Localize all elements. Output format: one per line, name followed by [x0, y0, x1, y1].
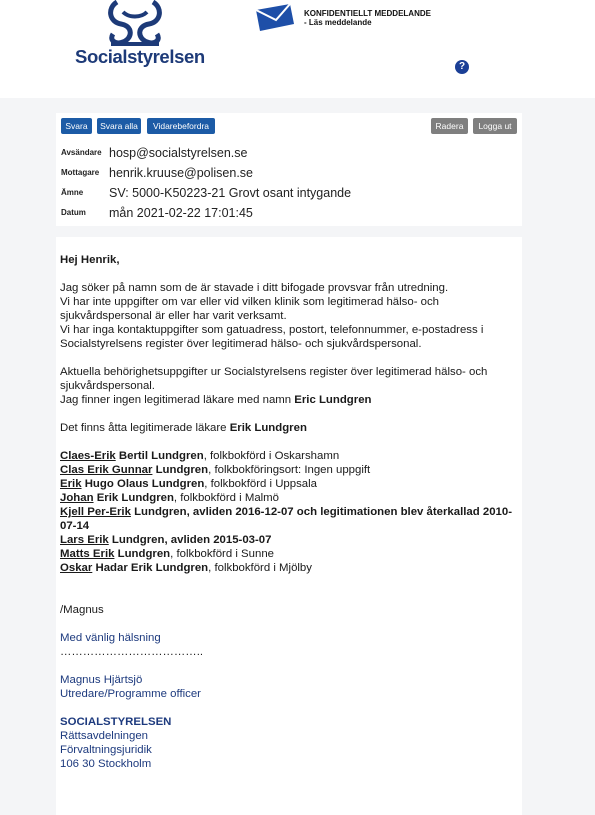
help-icon[interactable]: ?: [455, 60, 469, 74]
paragraph-line: Vi har inte uppgifter om var eller vid vilken klinik som legitimerad hälso- och sjukvårdspersonal är eller har varit verksamt.: [60, 296, 440, 322]
doctor-underlined-name: Matts Erik: [60, 548, 115, 560]
from-value: hosp@socialstyrelsen.se: [109, 146, 248, 160]
doctor-underlined-name: Erik: [60, 478, 82, 490]
paragraph-line: Jag söker på namn som de är stavade i ditt bifogade provsvar från utredning.: [60, 282, 449, 294]
doctor-detail: , folkbokförd i Oskarshamn: [203, 450, 340, 462]
doctor-entry: [60, 547, 520, 561]
doctor-bold-name: Bertil Lundgren: [115, 450, 204, 462]
dotted-separator: ………………………………..: [60, 646, 204, 658]
socialstyrelsen-logo: [75, 0, 205, 75]
message-body: [60, 253, 520, 771]
regards: Med vänlig hälsning: [60, 632, 161, 644]
doctor-underlined-name: Lars Erik: [60, 534, 109, 546]
doctor-entry: [60, 449, 520, 463]
confidential-subtitle: - Läs meddelande: [304, 18, 372, 27]
doctor-bold-name: Erik Lundgren: [93, 492, 174, 504]
count-name: Erik Lundgren: [229, 422, 307, 434]
department: Rättsavdelningen: [60, 730, 149, 742]
subject-value: SV: 5000-K50223-21 Grovt osant intygande: [109, 186, 352, 200]
doctor-list: [60, 449, 520, 575]
count-line: [60, 421, 520, 435]
envelope-icon: [254, 4, 296, 32]
sub-department: Förvaltningsjuridik: [60, 744, 152, 756]
confidential-label: [304, 9, 431, 27]
logout-button[interactable]: Logga ut: [473, 118, 517, 134]
doctor-bold-name: Lundgren: [114, 548, 171, 560]
paragraph-line: Aktuella behörighetsuppgifter ur Socialstyrelsens register över legitimerad hälso- och sjukvårdspersonal.: [60, 366, 488, 392]
doctor-entry: [60, 505, 520, 533]
doctor-entry: [60, 533, 520, 547]
sender-name: Magnus Hjärtsjö: [60, 674, 143, 686]
doctor-underlined-name: Kjell Per-Erik: [60, 506, 131, 518]
postal-address: 106 30 Stockholm: [60, 758, 152, 770]
message-header-panel: [56, 113, 522, 226]
doctor-detail: , folkbokförd i Sunne: [170, 548, 274, 560]
not-found-text: Jag finner ingen legitimerad läkare med namn: [60, 394, 295, 406]
date-label: Datum: [61, 208, 86, 217]
doctor-bold-name: Lundgren, avliden 2015-03-07: [108, 534, 272, 546]
logo-emblem-icon: [103, 0, 167, 48]
doctor-detail: , folkbokförd i Mjölby: [208, 562, 312, 574]
top-header: [0, 0, 595, 98]
reply-button[interactable]: Svara: [61, 118, 92, 134]
paragraph-line: Vi har inga kontaktuppgifter som gatuadress, postort, telefonnummer, e-postadress i Socialstyrelsens register över legitimerad hälso- och sjukvårdspersonal.: [60, 324, 484, 350]
forward-button[interactable]: Vidarebefordra: [147, 118, 215, 134]
doctor-detail: , folkbokförd i Uppsala: [204, 478, 317, 490]
doctor-bold-name: Lundgren, avliden 2016-12-07 och legitimationen blev återkallad 2010-07-14: [60, 506, 513, 532]
subject-label: Ämne: [61, 188, 84, 197]
delete-button[interactable]: Radera: [431, 118, 468, 134]
doctor-entry: [60, 463, 520, 477]
doctor-underlined-name: Oskar: [60, 562, 93, 574]
doctor-entry: [60, 561, 520, 575]
from-label: Avsändare: [61, 148, 102, 157]
doctor-underlined-name: Clas Erik Gunnar: [60, 464, 153, 476]
doctor-bold-name: Hugo Olaus Lundgren: [81, 478, 205, 490]
doctor-entry: [60, 491, 520, 505]
message-body-panel: [56, 237, 522, 815]
count-text: Det finns åtta legitimerade läkare: [60, 422, 230, 434]
date-value: mån 2021-02-22 17:01:45: [109, 206, 253, 220]
logo-text: Socialstyrelsen: [75, 46, 205, 67]
sender-title: Utredare/Programme officer: [60, 688, 201, 700]
doctor-detail: , folkbokföringsort: Ingen uppgift: [208, 464, 371, 476]
reply-all-button[interactable]: Svara alla: [97, 118, 141, 134]
doctor-detail: , folkbokförd i Malmö: [173, 492, 280, 504]
doctor-underlined-name: Johan: [60, 492, 94, 504]
not-found-name: Eric Lundgren: [294, 394, 372, 406]
doctor-bold-name: Lundgren: [152, 464, 209, 476]
confidential-title: KONFIDENTIELLT MEDDELANDE: [304, 9, 431, 18]
doctor-entry: [60, 477, 520, 491]
not-found-line: [60, 393, 520, 407]
doctor-bold-name: Hadar Erik Lundgren: [92, 562, 209, 574]
greeting: Hej Henrik,: [60, 254, 120, 266]
to-label: Mottagare: [61, 168, 100, 177]
signature-initial: /Magnus: [60, 604, 104, 616]
doctor-underlined-name: Claes-Erik: [60, 450, 116, 462]
to-value: henrik.kruuse@polisen.se: [109, 166, 254, 180]
org-name: SOCIALSTYRELSEN: [60, 716, 172, 728]
